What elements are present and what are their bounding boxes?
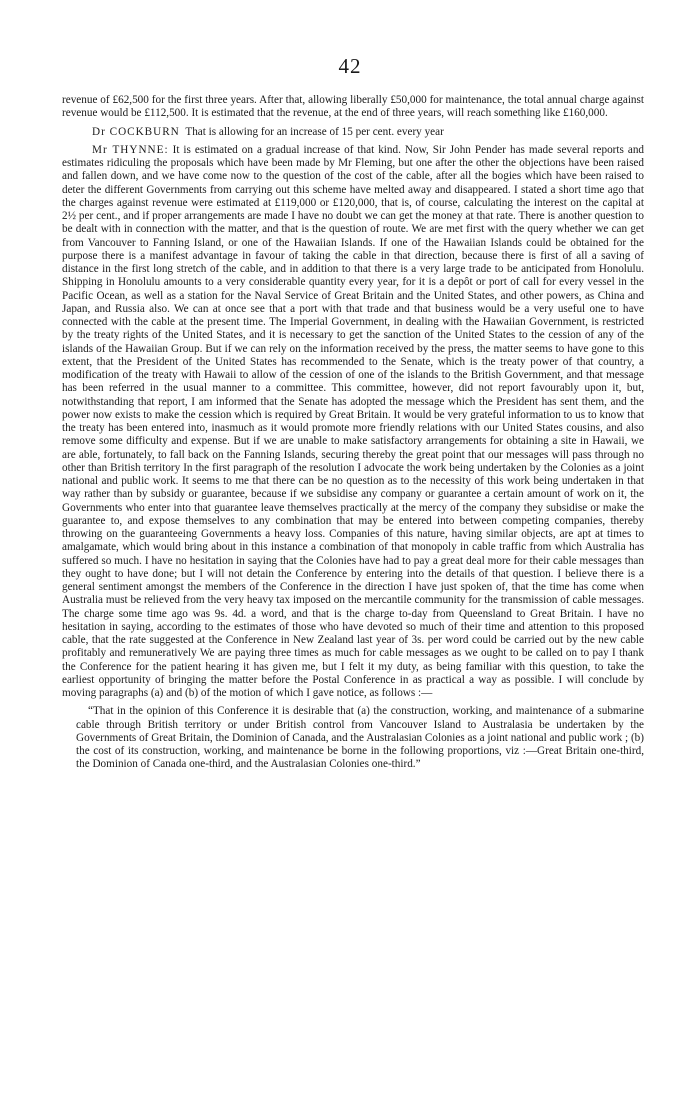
- paragraph-cockburn: [62, 126, 644, 139]
- motion-quote: [62, 705, 644, 771]
- paragraph-continuation: [62, 94, 644, 121]
- page-number: 42: [338, 54, 362, 78]
- quote-text: “That in the opinion of this Conference it is desirable that (a) the construction, working, and maintenance of a submarine cable through British territory or under British control from Vancouver Island to Australasia be undertaken by the Governments of Great Britain, the Dominion of Canada, and the Australasian Colonies as a joint national and public work ; (b) the cost of its construction, working, and maintenance be borne in the following proportions, viz :—Great Britain one-third, the Dominion of Canada one-third, and the Australasian Colonies one-third.”: [76, 705, 644, 771]
- paragraph-thynne: [62, 144, 644, 701]
- speaker-name: Mr THYNNE:: [92, 143, 169, 156]
- paragraph-text: revenue of £62,500 for the first three years. After that, allowing liberally £50,000 for maintenance, the total annual charge against revenue would be £112,500. It is estimated that the revenue, at the end of three years, will reach something like £160,000.: [62, 94, 644, 120]
- paragraph-text: It is estimated on a gradual increase of that kind. Now, Sir John Pender has made several reports and estimates ridiculing the proposals which have been made by Mr Fleming, but one after the other the objections have been raised and fallen down, and we have come now to the question of the cost of the cable, after all the bogies which have been raised to deter the different Governments from carrying out this scheme have melted away and disappeared. I stated a short time ago that the charges against revenue were estimated at £119,000 or £120,000, that is, of course, calculating the interest on the capital at 2½ per cent., and if proper arrangements are made I have no doubt we can get the money at that rate. There is another question to be dealt with in connection with the matter, and that is the question of route. We are met first with the query whether we can get from Vancouver to Fanning Island, or one of the Hawaiian Islands. If one of the Hawaiian Islands could be obtained for the purpose there is a manifest advantage in favour of taking the cable in that direction, because there is first of all a saving of distance in the first long stretch of the cable, and in addition to that there is a very large trade to be anticipated from Honolulu. Shipping in Honolulu amounts to a very considerable quantity every year, for it is a depôt or port of call for every vessel in the Pacific Ocean, as well as a station for the Naval Service of Great Britain and the United States, and other powers, as China and Japan, and Russia also. We can at once see that a port with that trade and that business would be a very useful one to have connected with the cable at the present time. The Imperial Government, in dealing with the Hawaiian Government, is restricted by the treaty rights of the United States, and it is necessary to get the sanction of the United States to the cession of any of the islands of the Hawaiian Group. But if we can rely on the information received by the press, the matter seems to have gone to this extent, that the President of the United States has recommended to the Senate, which is the treaty power of that country, a modification of the treaty with Hawaii to allow of the cession of one of the islands to the British Government, and that message has been referred in the usual manner to a committee. This committee, however, did not report favourably upon it, but, notwithstanding that report, I am informed that the Senate has adopted the message which the President has sent them, and the power now exists to make the cession which is required by Great Britain. It would be very grateful information to us to know that the treaty has been entered into, inasmuch as it would promote more friendly relations with our United States cousins, and also remove some difficulty and expense. But if we are unable to make satisfactory arrangements for obtaining a site in Hawaii, we are able, fortunately, to fall back on the Fanning Islands, securing thereby the great point that our messages will pass through no other than British territory In the first paragraph of the resolution I advocate the work being undertaken by the Colonies as a joint national and public work. It seems to me that there can be no question as to the necessity of this work being undertaken in that way rather than by subsidy or guarantee, because if we subsidise any company or guarantee a certain amount of work on it, the Governments who enter into that guarantee leave themselves practically at the mercy of the company they subsidise or make the guarantee to, and expose themselves to any combination that may be entered into between competing companies, thereby throwing on the guaranteeing Governments a heavy loss. Companies of this nature, having similar objects, are apt at times to amalgamate, which would bring about in this instance a combination of that monopoly in cable traffic from which Australia has suffered so much. I have no hesitation in saying that the Colonies have had to pay a great deal more for their cable messages than they ought to have done; but I will not detain the Conference by entering into the details of that question. I believe there is a general sentiment amongst the members of the Conference in the direction I have just spoken of, that the time has come when Australia must be relieved from the very heavy tax imposed on the mercantile community for the transmission of cable messages. The charge some time ago was 9s. 4d. a word, and that is the charge to-day from Queensland to Great Britain. I have no hesitation in saying, according to the estimates of those who have devoted so much of their time and attention to this proposed cable, that the rate suggested at the Conference in New Zealand last year of 3s. per word could be carried out by the new cable profitably and remuneratively We are paying three times as much for cable messages as we ought to be called on to pay I thank the Conference for the patient hearing it has given me, but I felt it my duty, as being familiar with this question, to take the earliest opportunity of bringing the matter before the Postal Conference in as practical a way as possible. I will conclude by moving paragraphs (a) and (b) of the motion of which I gave notice, as follows :—: [62, 143, 645, 699]
- paragraph-text: That is allowing for an increase of 15 per cent. every year: [185, 125, 444, 138]
- speaker-name: Dr COCKBURN: [92, 125, 180, 138]
- body-text: [62, 94, 644, 777]
